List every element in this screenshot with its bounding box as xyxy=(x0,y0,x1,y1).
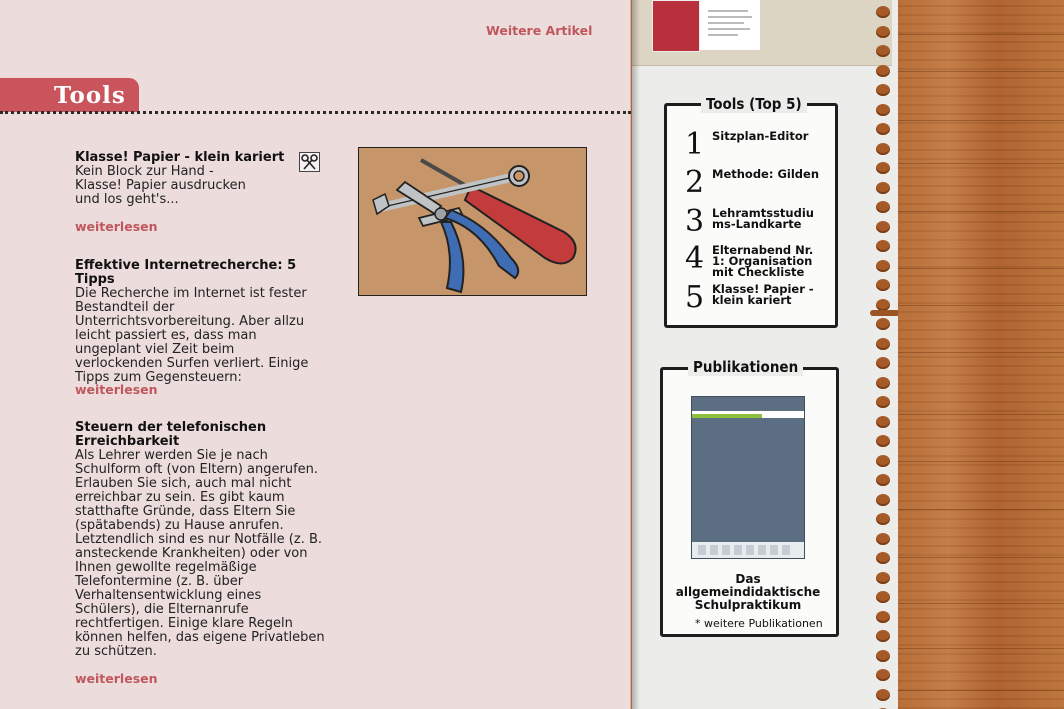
binder-ring xyxy=(876,260,890,272)
wood-background xyxy=(898,0,1064,709)
article-teaser: Die Recherche im Internet ist fester Bestandteil der Unterrichtsvorbereitung. Aber allzu leicht passiert es, dass man ungeplant viel Zeit beim verlockenden Surfen verliert. Einige Tipps zum Gegensteuern: xyxy=(75,286,309,385)
section-tab-label: Tools xyxy=(54,82,126,109)
article-title[interactable]: Steuern der telefonischen Erreichbarkeit xyxy=(75,420,267,449)
panel-shadow xyxy=(632,0,640,709)
top-tool-label[interactable]: Methode: Gilden xyxy=(712,167,820,181)
binder-ring xyxy=(876,611,890,623)
read-more-link[interactable]: weiterlesen xyxy=(75,382,158,397)
binder-ring xyxy=(876,357,890,369)
binder-ring xyxy=(876,26,890,38)
binder-ring xyxy=(876,689,890,701)
more-articles-link[interactable]: Weitere Artikel xyxy=(486,23,593,38)
rank-number: 3 xyxy=(685,204,705,239)
section-tab-tools xyxy=(0,78,139,112)
book-cover[interactable] xyxy=(691,396,805,559)
binder-ring xyxy=(876,104,890,116)
binder-ring xyxy=(876,221,890,233)
article-teaser: Als Lehrer werden Sie je nach Schulform oft (von Eltern) angerufen. Erlauben Sie sich, auch mal nicht erreichbar zu sein. Es gibt kaum statthafte Gründe, dass Eltern Sie (spätabends) zu Hause anrufen. Letztendlich sind es nur Notfälle (z. B. ansteckende Krankheiten) oder von Ihnen gewollte regelmäßige Telefontermine (z. B. über Verhaltensentwicklung eines Schülers), die Elternanrufe rechtfertigen. Einige klare Regeln können helfen, das eigene Privatleben zu schützen. xyxy=(75,448,325,659)
binder-ring xyxy=(876,240,890,252)
magazine-page-thumbnail[interactable] xyxy=(700,0,760,50)
binder-ring xyxy=(876,6,890,18)
binder-ring xyxy=(876,123,890,135)
binder-ring xyxy=(876,143,890,155)
top-tool-label[interactable]: Lehramtsstudiums-Landkarte xyxy=(712,206,814,231)
binder-ring xyxy=(876,533,890,545)
top-tool-label[interactable]: Klasse! Papier - klein kariert xyxy=(712,282,814,307)
read-more-link[interactable]: weiterlesen xyxy=(75,219,158,234)
pliers-screwdriver-illustration[interactable] xyxy=(358,147,587,296)
binder-ring xyxy=(876,45,890,57)
book-title[interactable]: Das allgemeindidaktische Schulpraktikum xyxy=(675,572,821,612)
top-tools-heading: Tools (Top 5) xyxy=(701,95,807,113)
binder-rings xyxy=(876,0,892,709)
binder-ring xyxy=(876,416,890,428)
binder-ring xyxy=(876,650,890,662)
article-item xyxy=(75,151,290,207)
binder-ring xyxy=(876,182,890,194)
binder-ring xyxy=(876,201,890,213)
binder-ring xyxy=(876,591,890,603)
section-divider xyxy=(0,111,631,114)
binder-ring xyxy=(876,338,890,350)
binder-ring xyxy=(876,299,890,311)
binder-ring xyxy=(876,572,890,584)
article-teaser: Kein Block zur Hand - Klasse! Papier ausdrucken und los geht's... xyxy=(75,164,246,207)
binder-ring xyxy=(876,396,890,408)
article-title[interactable]: Klasse! Papier - klein kariert xyxy=(75,150,285,165)
top-tool-label[interactable]: Sitzplan-Editor xyxy=(712,129,809,143)
rank-number: 1 xyxy=(685,127,705,162)
article-title[interactable]: Effektive Internetrecherche: 5 Tipps xyxy=(75,258,297,287)
scissors-icon xyxy=(299,152,320,172)
publications-heading: Publikationen xyxy=(688,358,803,376)
binder-ring xyxy=(876,84,890,96)
article-item xyxy=(75,259,325,385)
more-publications-link[interactable]: * weitere Publikationen xyxy=(695,617,823,630)
binder-ring xyxy=(876,435,890,447)
binder-ring xyxy=(876,494,890,506)
rank-number: 2 xyxy=(685,165,705,200)
magazine-cover-thumbnail[interactable] xyxy=(652,0,700,52)
binder-ring xyxy=(876,669,890,681)
binder-ring xyxy=(876,455,890,467)
binder-ring xyxy=(876,377,890,389)
binder-ring xyxy=(876,318,890,330)
binder-ring xyxy=(876,630,890,642)
article-item xyxy=(75,421,325,659)
binder-ring xyxy=(876,65,890,77)
read-more-link[interactable]: weiterlesen xyxy=(75,671,158,686)
binder-ring xyxy=(876,552,890,564)
binder-ring xyxy=(876,513,890,525)
rank-number: 5 xyxy=(685,280,705,315)
rank-number: 4 xyxy=(685,241,705,276)
top-tool-label[interactable]: Elternabend Nr. 1: Organisation mit Checkliste xyxy=(712,243,814,279)
binder-hook xyxy=(870,310,900,316)
binder-ring xyxy=(876,279,890,291)
binder-ring xyxy=(876,474,890,486)
binder-ring xyxy=(876,162,890,174)
